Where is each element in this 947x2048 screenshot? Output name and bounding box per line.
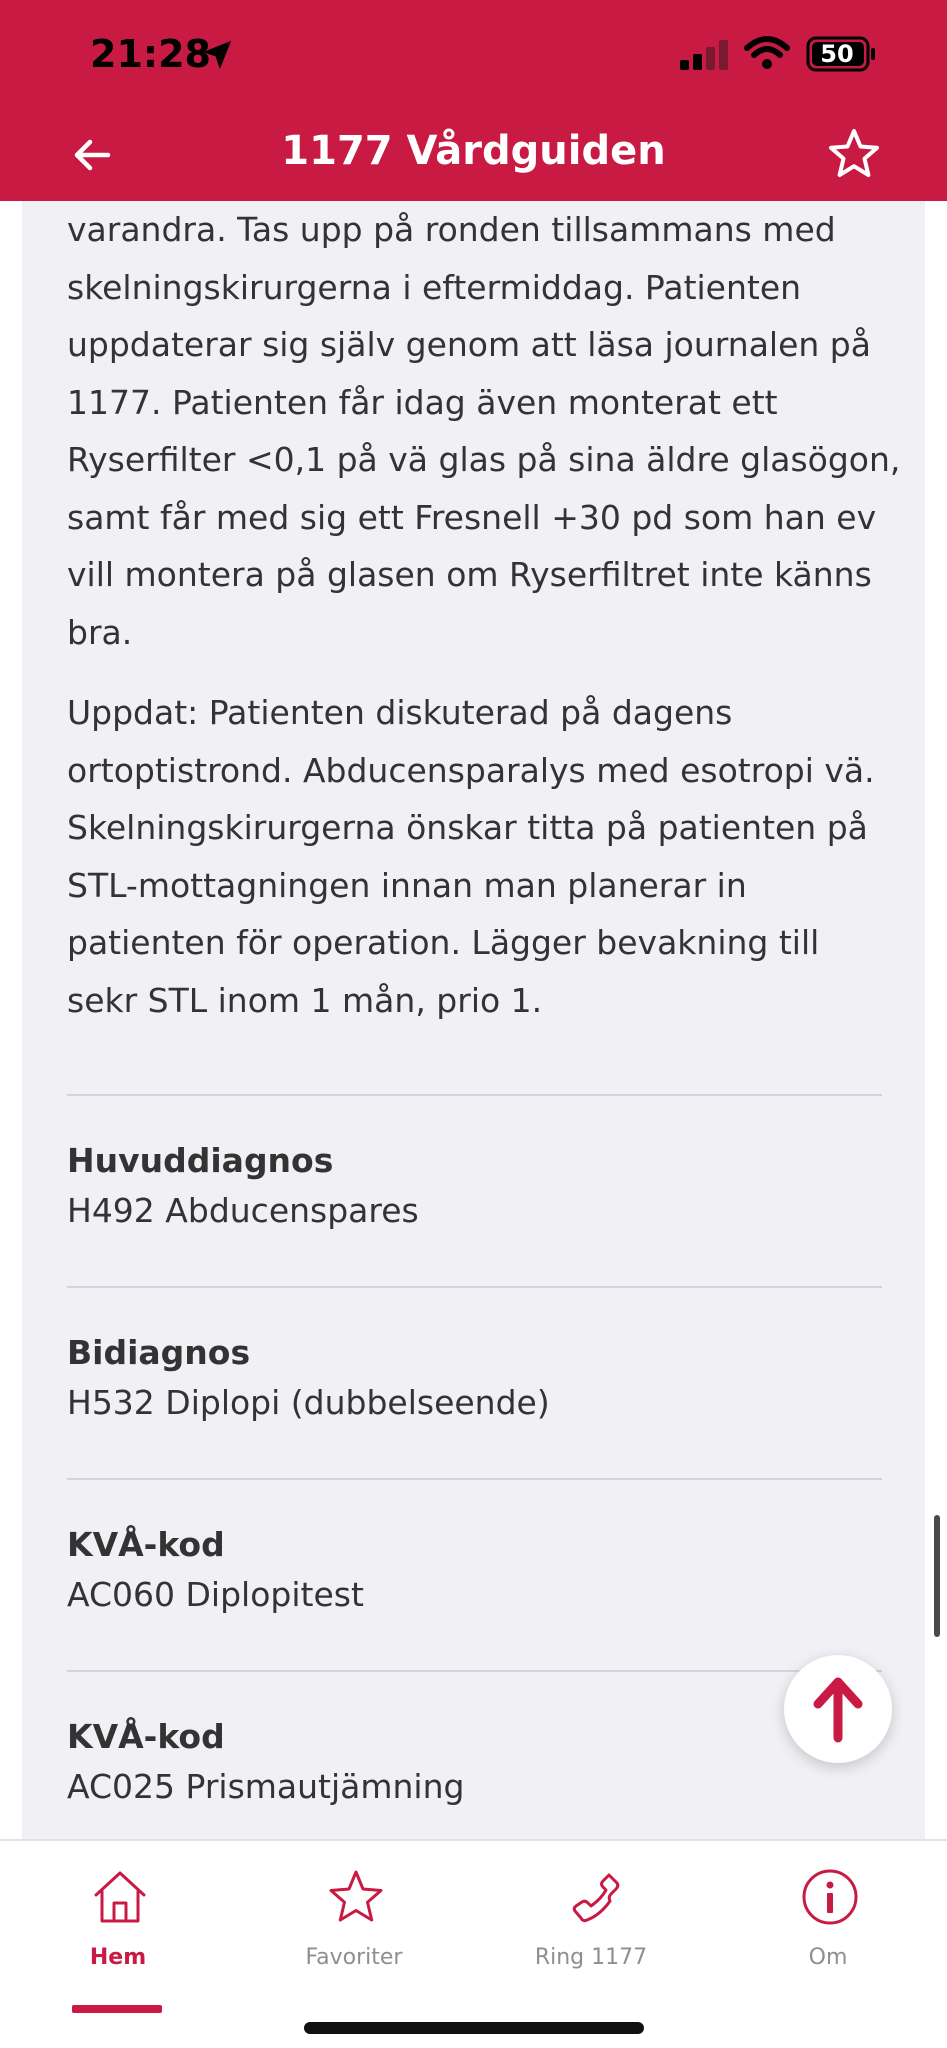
active-tab-indicator (72, 2005, 162, 2013)
bottom-tab-bar (0, 1839, 947, 2048)
status-bar (0, 0, 947, 110)
home-indicator (304, 2022, 644, 2034)
tab-about[interactable] (710, 1841, 946, 2001)
diagnosis-value: H492 Abducenspares (67, 1191, 419, 1230)
diagnosis-label: Huvuddiagnos (67, 1141, 334, 1180)
journal-paragraph: Uppdat: Patienten diskuterad på dagens ortoptistrond. Abducensparalys med esotropi vä. Skelningskirurgerna önskar titta på patienten på STL-mottagningen innan man planerar in patienten för operation. Lägger bevakning till sekr STL inom 1 mån, prio 1. (67, 693, 875, 1020)
journal-content[interactable] (22, 201, 925, 1839)
status-time: 21:28 (90, 32, 211, 76)
battery-level: 50 (820, 40, 854, 68)
procedure-code-label: KVÅ-kod (67, 1717, 225, 1756)
procedure-code-item (67, 1520, 882, 1620)
diagnosis-item (67, 1136, 882, 1236)
wifi-icon (744, 36, 790, 70)
favorite-star-icon[interactable] (826, 126, 882, 182)
info-icon (800, 1867, 860, 1927)
nav-bar (0, 110, 947, 201)
app-header (0, 0, 947, 201)
diagnosis-item (67, 1328, 882, 1428)
procedure-code-item (67, 1712, 882, 1812)
location-arrow-icon (200, 38, 234, 72)
tab-call-1177[interactable] (473, 1841, 709, 2001)
arrow-up-icon (808, 1674, 868, 1744)
phone-icon (563, 1867, 623, 1927)
procedure-code-label: KVÅ-kod (67, 1525, 225, 1564)
home-icon (90, 1867, 150, 1927)
scrollbar[interactable] (934, 1515, 940, 1637)
diagnosis-value: H532 Diplopi (dubbelseende) (67, 1383, 550, 1422)
tab-home[interactable] (0, 1841, 236, 2001)
tab-label: Om (808, 1945, 848, 1970)
scroll-to-top-button[interactable] (784, 1655, 892, 1763)
divider (67, 1670, 882, 1672)
diagnosis-label: Bidiagnos (67, 1333, 251, 1372)
tab-label: Ring 1177 (534, 1945, 648, 1970)
procedure-code-value: AC025 Prismautjämning (67, 1767, 465, 1806)
procedure-code-value: AC060 Diplopitest (67, 1575, 364, 1614)
tab-favorites[interactable] (236, 1841, 472, 2001)
divider (67, 1478, 882, 1480)
divider (67, 1286, 882, 1288)
cellular-signal-icon (680, 40, 732, 70)
tab-label: Favoriter (305, 1945, 403, 1970)
divider (67, 1094, 882, 1096)
tab-label: Hem (89, 1945, 147, 1970)
journal-paragraph: varandra. Tas upp på ronden tillsammans med skelningskirurgerna i eftermiddag. Patienten uppdaterar sig själv genom att läsa journalen på 1177. Patienten får idag även monterat ett Ryserfilter <0,1 på vä glas på sina äldre glasögon, samt får med sig ett Fresnell +30 pd som han ev vill montera på glasen om Ryserfiltret inte känns bra. (67, 210, 901, 652)
page-title: 1177 Vårdguiden (281, 128, 666, 174)
star-icon (326, 1867, 386, 1927)
